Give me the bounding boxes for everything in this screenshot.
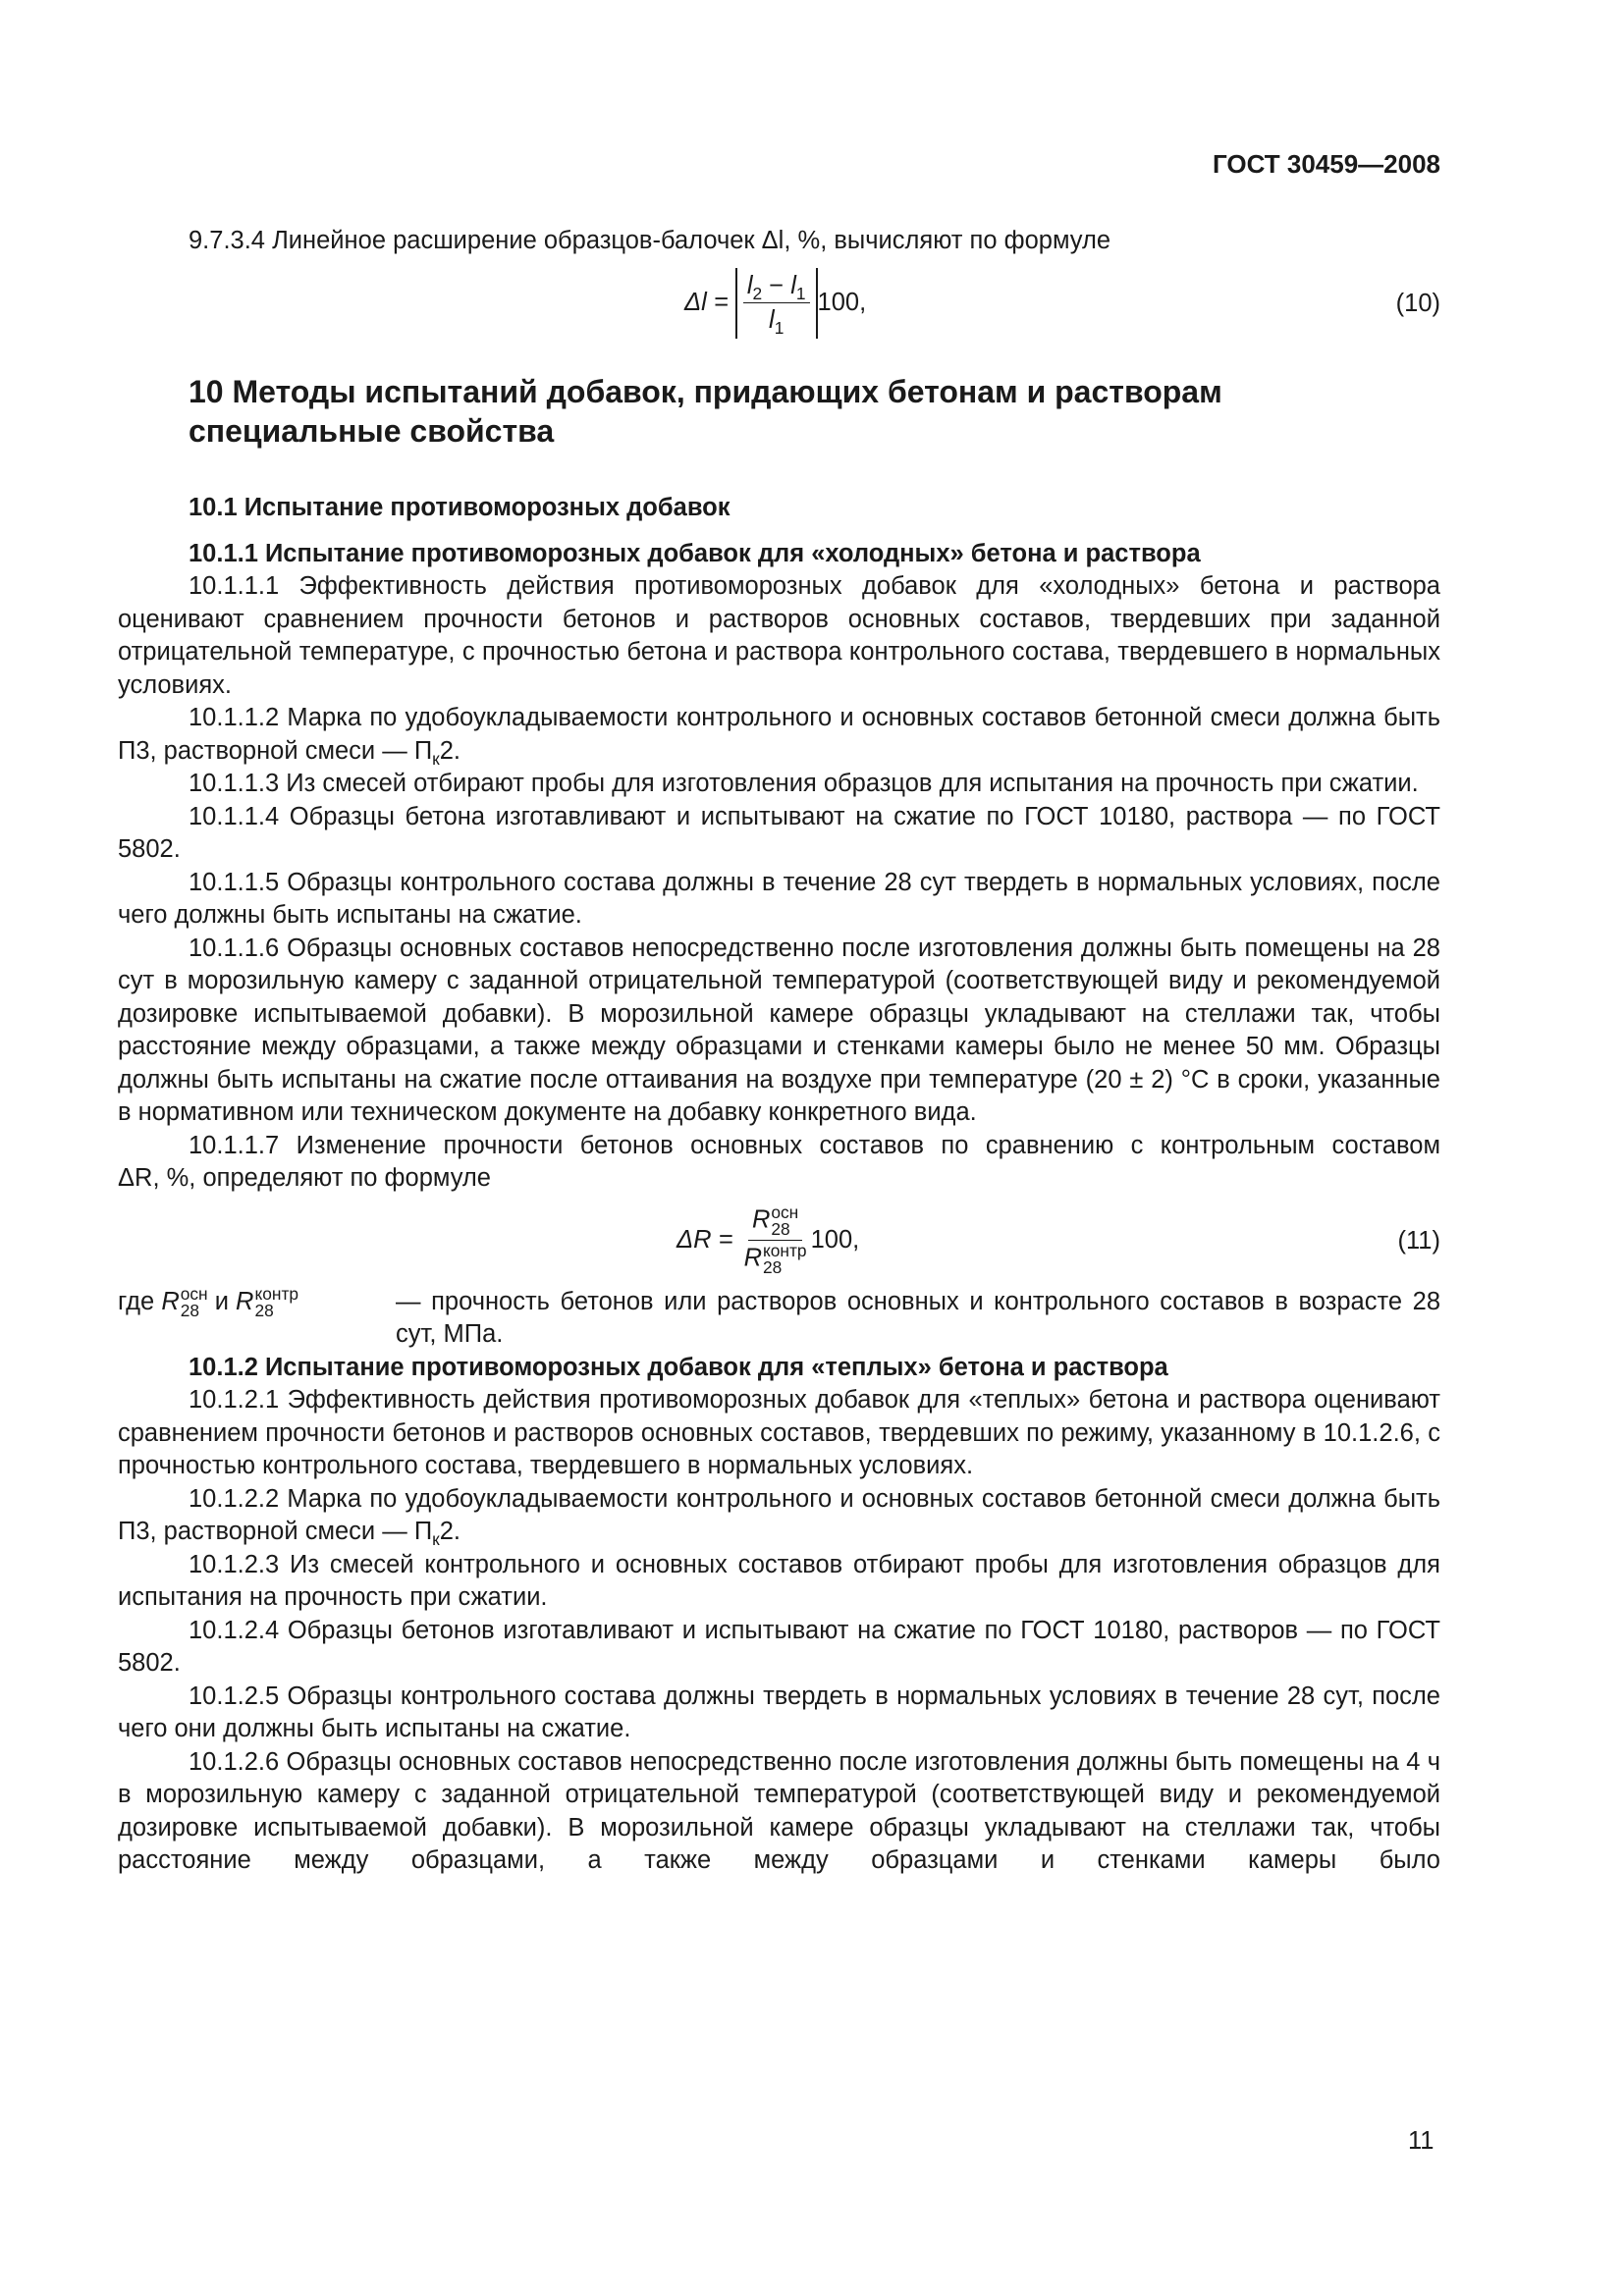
formula-11-tail: 100, bbox=[810, 1225, 860, 1254]
paragraph-10-1-1-4: 10.1.1.4 Образцы бетона изготавливают и испытывают на сжатие по ГОСТ 10180, раствора — по ГОСТ 5802. bbox=[118, 802, 1440, 863]
document-code-header: ГОСТ 30459—2008 bbox=[1213, 149, 1440, 179]
formula-11-denominator: R контр 28 bbox=[743, 1241, 807, 1277]
formula-10-lhs: Δl = bbox=[684, 288, 729, 316]
paragraph-10-1-1-3: 10.1.1.3 Из смесей отбирают пробы для изготовления образцов для испытания на прочность при сжатии. bbox=[189, 770, 1419, 797]
paragraph-10-1-2-4: 10.1.2.4 Образцы бетонов изготавливают и испытывают на сжатие по ГОСТ 10180, растворов — по ГОСТ 5802. bbox=[118, 1616, 1440, 1677]
paragraph-10-1-1-5: 10.1.1.5 Образцы контрольного состава должны в течение 28 сут твердеть в нормальных условиях, после чего должны быть испытаны на сжатие. bbox=[118, 868, 1440, 929]
where-symbols: где R осн 28 и R контр 28 bbox=[118, 1283, 299, 1320]
formula-10-fraction bbox=[743, 271, 810, 339]
formula-11-lhs: ΔR = bbox=[677, 1225, 733, 1254]
formula-10-abs bbox=[735, 268, 818, 339]
paragraph-10-1-1-6: 10.1.1.6 Образцы основных составов непосредственно после изготовления должны быть помещены на 28 сут в морозильную камеру с заданной отрицательной температурой (соответствующей виду и рекомендуемой дозировке испытываемой добавки). В морозильной камере образцы укладывают на стеллажи так, чтобы расстояние между образцами, а также между образцами и стенками камеры было не менее 50 мм. Образцы должны быть испытаны на сжатие после оттаивания на воздухе при температуре (20 ± 2) °С в сроки, указанные в нормативном или техническом документе на добавку конкретного вида. bbox=[118, 934, 1440, 1126]
formula-10 bbox=[118, 268, 1440, 339]
formula-11-body bbox=[677, 1202, 860, 1277]
formula-10-number: (10) bbox=[1395, 289, 1440, 317]
formula-10-denominator: $l_1$ bbox=[769, 306, 785, 339]
formula-10-body bbox=[684, 268, 866, 339]
formula-11-fraction bbox=[740, 1204, 811, 1276]
paragraph-10-1-2-5: 10.1.2.5 Образцы контрольного состава должны твердеть в нормальных условиях в течение 28 сут, после чего они должны быть испытаны на сжатие. bbox=[118, 1682, 1440, 1742]
page-number: 11 bbox=[1408, 2127, 1435, 2155]
section-10-1-title: 10.1 Испытание противоморозных добавок bbox=[189, 493, 731, 521]
formula-10-numerator: $l_2 - l_1$ bbox=[743, 271, 810, 303]
paragraph-10-1-1-7-line1: 10.1.1.7 Изменение прочности бетонов основных составов по сравнению с контрольным составом bbox=[189, 1131, 1440, 1159]
paragraph-10-1-2-3: 10.1.2.3 Из смесей контрольного и основных составов отбирают пробы для изготовления образцов для испытания на прочность при сжатии. bbox=[118, 1550, 1440, 1611]
section-10-1-2-title: 10.1.2 Испытание противоморозных добавок для «теплых» бетона и раствора bbox=[189, 1353, 1168, 1381]
section-10-title: 10 Методы испытаний добавок, придающих бетонам и растворам специальные свойства bbox=[189, 373, 1222, 449]
paragraph-10-1-2-2: 10.1.2.2 Марка по удобоукладываемости контрольного и основных составов бетонной смеси должна быть П3, растворной смеси — $П_к2$. bbox=[118, 1484, 1440, 1550]
formula-11-number: (11) bbox=[1397, 1226, 1440, 1255]
section-10-1-1-title: 10.1.1 Испытание противоморозных добавок для «холодных» бетона и раствора bbox=[189, 539, 1201, 567]
page-content bbox=[118, 225, 1440, 1878]
paragraph-10-1-1-1: 10.1.1.1 Эффективность действия противоморозных добавок для «холодных» бетона и раствора оценивают сравнением прочности бетонов и растворов основных составов, твердевших при заданной отрицательной температуре, с прочностью бетона и раствора контрольного состава, твердевшего в нормальных условиях. bbox=[118, 572, 1440, 699]
formula-11-numerator: R осн 28 bbox=[748, 1204, 802, 1241]
paragraph-9-7-3-4: 9.7.3.4 Линейное расширение образцов-балочек Δl, %, вычисляют по формуле bbox=[189, 227, 1111, 254]
paragraph-10-1-1-2: 10.1.1.2 Марка по удобоукладываемости контрольного и основных составов бетонной смеси должна быть П3, растворной смеси — $П_к2$. bbox=[118, 704, 1440, 769]
formula-10-tail: 100, bbox=[817, 288, 867, 316]
formula-11 bbox=[118, 1202, 1440, 1277]
paragraph-10-1-1-7-line2: ΔR, %, определяют по формуле bbox=[118, 1164, 491, 1192]
where-definition: — прочность бетонов или растворов основных и контрольного составов в возрасте 28 сут, МПа. bbox=[396, 1287, 1440, 1348]
paragraph-10-1-2-6: 10.1.2.6 Образцы основных составов непосредственно после изготовления должны быть помещены на 4 ч в морозильную камеру с заданной отрицательной температурой (соответствующей виду и рекомендуемой дозировке испытываемой добавки). В морозильной камере образцы укладывают на стеллажи так, чтобы расстояние между образцами, а также между образцами и стенками камеры было bbox=[118, 1747, 1440, 1874]
where-explanation bbox=[118, 1283, 1440, 1352]
paragraph-10-1-2-1: 10.1.2.1 Эффективность действия противоморозных добавок для «теплых» бетона и раствора оценивают сравнением прочности бетонов и растворов основных составов, твердевших по режиму, указанному в 10.1.2.6, с прочностью контрольного состава, твердевшего в нормальных условиях. bbox=[118, 1386, 1440, 1479]
